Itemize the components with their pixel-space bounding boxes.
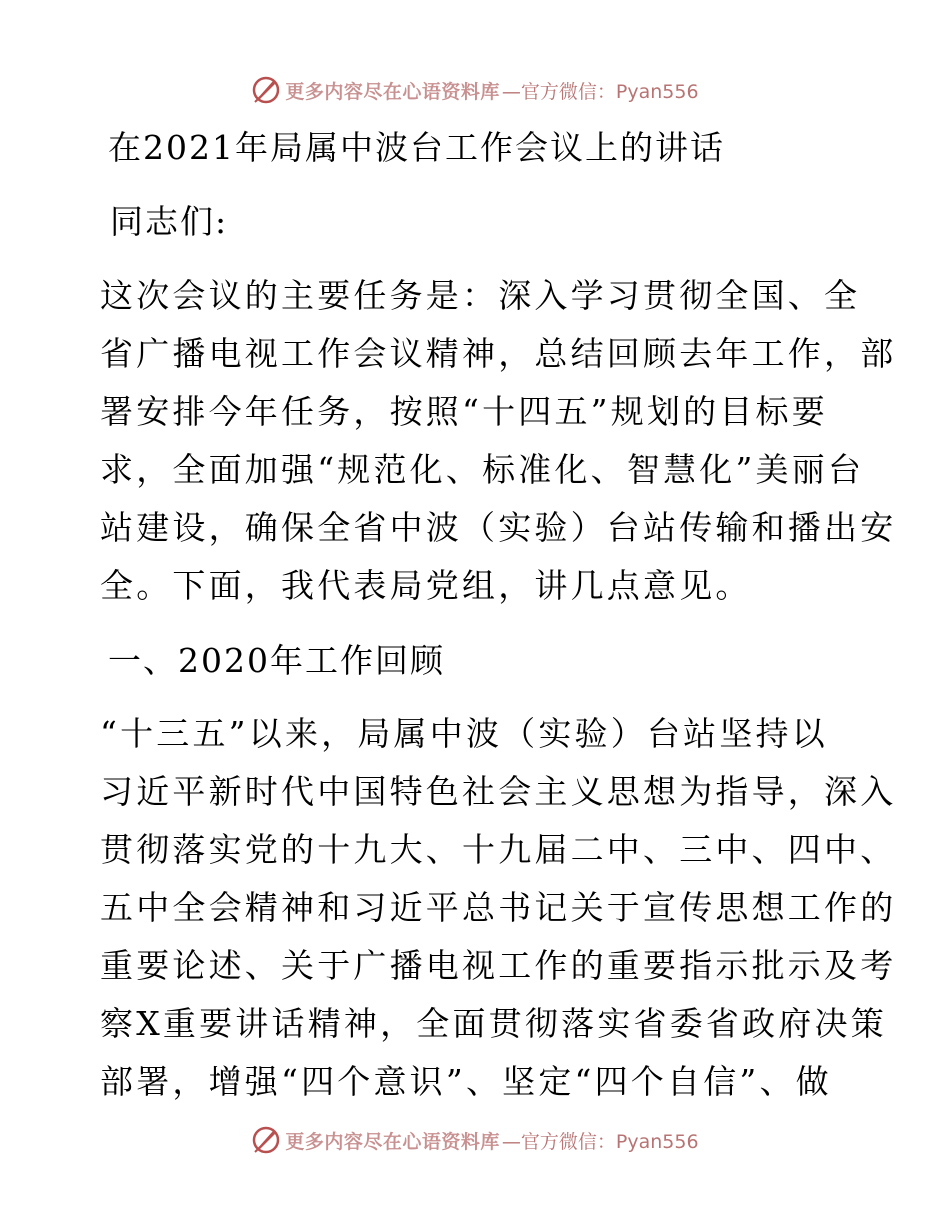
paragraph-line: 这次会议的主要任务是：深入学习贯彻全国、全 bbox=[100, 276, 861, 315]
watermark-main-text: 更多内容尽在心语资料库 bbox=[285, 1130, 500, 1153]
watermark-banner-top bbox=[0, 70, 950, 110]
salutation: 同志们: bbox=[110, 202, 229, 241]
paragraph-line: 站建设，确保全省中波（实验）台站传输和播出安 bbox=[100, 508, 897, 547]
paragraph-line: 察X重要讲话精神，全面贯彻落实省委省政府决策 bbox=[100, 1004, 887, 1043]
quill-circle-icon bbox=[251, 1125, 281, 1155]
paragraph-line: 贯彻落实党的十九大、十九届二中、三中、四中、 bbox=[100, 830, 897, 869]
paragraph-line: 署安排今年任务，按照“十四五”规划的目标要 bbox=[100, 392, 828, 431]
watermark-main-text: 更多内容尽在心语资料库 bbox=[285, 80, 500, 103]
document-title: 在2021年局属中波台工作会议上的讲话 bbox=[108, 128, 725, 167]
paragraph-line: 省广播电视工作会议精神，总结回顾去年工作，部 bbox=[100, 334, 897, 373]
paragraph-line: 部署，增强“四个意识”、坚定“四个自信”、做 bbox=[100, 1062, 832, 1101]
paragraph-line: “十三五”以来，局属中波（实验）台站坚持以 bbox=[100, 714, 828, 753]
quill-circle-icon bbox=[251, 75, 281, 105]
watermark-banner-bottom bbox=[0, 1120, 950, 1160]
paragraph-line: 五中全会精神和习近平总书记关于宣传思想工作的 bbox=[100, 888, 897, 927]
watermark-sub-text: —官方微信：Pyan556 bbox=[501, 1130, 699, 1153]
paragraph-line: 全。下面，我代表局党组，讲几点意见。 bbox=[100, 566, 752, 605]
paragraph-line: 重要论述、关于广播电视工作的重要指示批示及考 bbox=[100, 946, 897, 985]
watermark-sub-text: —官方微信：Pyan556 bbox=[501, 80, 699, 103]
section-heading: 一、2020年工作回顾 bbox=[108, 641, 445, 680]
paragraph-line: 习近平新时代中国特色社会主义思想为指导，深入 bbox=[100, 772, 897, 811]
paragraph-line: 求，全面加强“规范化、标准化、智慧化”美丽台 bbox=[100, 450, 865, 489]
